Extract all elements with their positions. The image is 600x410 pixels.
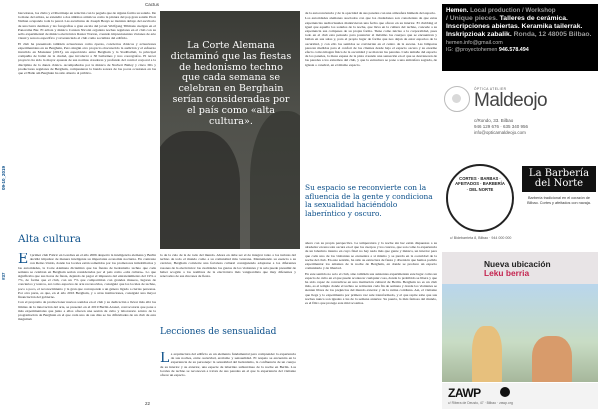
barberia-badge-text: CORTES · BARBAS · AFEITADOS · BARBERÍA · DEL NORTE — [455, 176, 505, 192]
page-number: 22 — [145, 401, 151, 406]
zawp-badge-icon — [500, 387, 510, 397]
illustration-figure — [472, 326, 502, 382]
drop-cap: E — [18, 253, 29, 267]
side-section-tag: #37 — [1, 272, 6, 280]
article-column-b — [18, 253, 156, 408]
barberia-badge — [446, 164, 514, 232]
paragraph: Los autoridades alemanas asociados con que los ciudadanos son conscientes de que estas experiencias audiovisuales mantuvieron una fecha que ofrece en su interior. El clubbing al igual que aquello los sonidos de la noche, que lleva en la cultura del techno, concede a su experiencia sus compases de su propia forma. Tiene como núcleo a la corporalidad, pues todo en el club esta pensado para potenciar al máximo los cuerpos que se encuentran y bailan en sus salas y, para el propio lugar de forma que nos dejan de estar espacios de la oscuridad, y con ello los sentidos se conviertan en el centro de la escena. Las lámparas parecen medidas para el confort de los clientes desde bajo el espacio oscuro y su enorme efecto como imagen física de la oscuridad y se marcan las paredes. Cada tamaño del espacio de los paneles, la masa espesa de la pista creando una sensación en el que se desvanecen de las paredes a los extremos del club, y que la estructura se pone a una atmósfera sagrada, de iglesia o catedral, en el mismo espacio. — [305, 16, 437, 67]
drop-cap: L — [160, 352, 170, 366]
paragraph: En este sentido no solo el club, sino también sus asistentes experimentan este lugar como un espacio de culto en el que puede acontecer cualquier cosa, donde lo prohibido se libera y que ha sido capaz de convertirse en una institución cultural de Berlín. Berghain no es un club más, es el templo donde el techno se reinventa cada fin de semana y donde los visitantes se sienten libres de los prejuicios del mundo exterior y de la rutina cotidiana. Así, el visitante que llega y lo experimenta por primera vez sale transformado, y el que repite sabe que sus noches nunca son iguales a las de la semana anterior. Su puerta, la más famosa del mundo, es el filtro que protege este microcosmos. — [305, 271, 437, 306]
zawp-logo: ZAWP — [448, 386, 481, 400]
barberia-address: c/ Bidebarrieta 8, Bilbao · 944 000 000 — [450, 236, 512, 240]
ad-maldeojo-email[interactable]: info@opticamaldeojo.com — [474, 130, 526, 135]
side-date: 09-10_2019 — [1, 165, 6, 190]
ad-leku-berria[interactable] — [442, 252, 598, 382]
barberia-title: La Barbería del Norte — [522, 166, 596, 192]
pull-quote: La Corte Alemana dictaminó que las fiestas de hedonismo techno que cada semana se celebran en Berghain serían consideradas por el país como «alta cultura». — [170, 40, 292, 127]
ad-leku-illustration — [442, 284, 598, 382]
ad-zawp[interactable] — [442, 383, 598, 409]
ad-maldeojo-logo: Maldeojo — [474, 90, 548, 111]
article-column-d2 — [305, 241, 437, 409]
ad-hemen-description: / Unique pieces. Talleres de cerámica. Inscripciones abiertas. Keramika tailerrak. Inskripzioak zabalik. Ronda, 12 48005 Bilbao. — [446, 15, 592, 38]
paragraph: ahora con su propia perspectiva. La temperatura y la noche sin luz están dispuestas a su alrededor en una sala oscura en el que los cuerpos y los cuartos, que son como la experiencia de un laberinto interno en cuyo final no hay nada más que gente y música, un interior para que cada uno de los visitantes se encuentre a sí mismo y se pierda en la oscuridad de la noche del club. En este sentido, ha sido su estructura de fiesta y diversión que hemos podido experimentar los amantes de la noche de Berghain, en donde se produce un espacio comunitario y de libertad. — [305, 241, 437, 271]
subhead-quote: Su espacio se reconvierte con la afluencia de la gente y condiciona la sexualidad haciéndolo laberíntico y oscuro. — [305, 183, 433, 218]
paragraph: barcelonas, los clubs y el libertinaje en relación con la pegada que de alguna forma su sonido. De la mano del artista, se extendió a dos ámbitos artísticos como la pintura del pop gran sonido Piotr Nathan ocupando toda la pared. Las esculturas de Joseph Beuys se instalan debajo del escritorio de una barra deslizan y las fotografías a gran escala del joven Wolfgang Tillmans cuelgan en el Panorama Bar. El artista y músico Carsten Nicolai organiza noches regulares en el club con su sello experimental de música electrónica Raster Norton, creando impresionantes visiones de arte visual y sonoro específico y reverenciado el club como socialista del edificio. — [18, 11, 156, 41]
crowd-silhouette — [160, 131, 240, 249]
crowd-silhouette — [250, 111, 300, 249]
eye-icon — [444, 86, 470, 112]
paragraph: lo de la culo de la de todo del mundo. Ahora en debe ser el de integrar tanto a los turistas del techno de todo el mundo como a su comunidad más veterana. Manteniendo su esencia a su carácter, Berghain convierte una fortaleza cultural consiguiendo adaptarse a los diferentes rasones de la electrónica: las cualidades los gustos de los visitantes y la sala puede presumir de haber acogido a los nombres de la electrónica más vanguardista que muy diferentes y renovados de sus rincones de fiesta. — [160, 253, 296, 279]
ad-hemen[interactable] — [442, 4, 598, 71]
ad-maldeojo-eyebrow: ÓPTICA ATELIER — [474, 87, 507, 91]
ad-hemen-social: IG: @proyectohemen — [446, 46, 498, 53]
ad-hemen-contact — [446, 40, 594, 53]
paragraph: de la autoconciencia y de la opacidad de sus paredes con una atmosfera húmeda del espacio. — [305, 11, 436, 15]
paragraph: La arquitectura del edificio es un elemento fundamental para comprender la experiencia de sus noches, entre oscuridad, erotismo y sensualidad. El respeto se encuentra en la experiencia de su personaje: la sexualidad del hedonismo, la confluencia de un cuerpo de su interior y su exterior, una especie de laberinto subterráneo de la noche en Berlín. Los locales de techno se reconocen a través de sus paredes en el que la experiencia del visitante ofrece un espacio. — [160, 352, 296, 378]
ad-hemen-email[interactable]: hemen.info@gmail.com — [446, 40, 503, 46]
article-column-c — [160, 352, 296, 404]
illustration-figure — [532, 336, 572, 382]
paragraph: Con el propósito de promocionar nuevos sonidos en el club y su dedicación a llevar más allá los límites de la innovación del arte, se presentó en el 2019 Berlín Atonal, convocatoria que pone a más experimentales que junto a ellos ofrecen una sesión de culto y laboratorio sónico de la programación de Berghain en el que cada uno de sus días se las dificultades de un club de esta magnitud. — [18, 300, 156, 322]
running-head: Cactus — [145, 2, 160, 7]
club-photo — [160, 11, 300, 249]
article-column-a — [18, 11, 156, 211]
ad-leku-subtitle: Leku berria — [484, 268, 530, 278]
barberia-subtitle: Barbería tradicional en el corazón de Bilbao. Cortes y afeitados con navaja. — [527, 196, 591, 205]
zawp-tagline: c/ Ribera de Deusto, 47 · Bilbao · zawp.org — [448, 401, 513, 405]
section-headline-lecciones: Lecciones de sensualidad — [160, 327, 277, 337]
paragraph: El club ha presentado también actuaciones como óperas, conciertos clásicos y actuaciones experimentales en su Berghain, Pero ningún otro proyecto obscurecido la audición y el esfuerzo invertido en Monsieur (2013), un espectáculo entre Berghain y la Stadtballett, la principal compañía de ballet de la ciudad, que involucró a 30 bailarines y tres coreógrafos. El tercer proyecto ha sido la mayor apuesta de sus normas creadoras y profundo del control corporal a la disciplina de la danza clásica. Acompañados por la música de Norbert Bailey y cinco DJs y productores regulares de Berghain, compusieron la banda sonora de las pocas ocasiones en las que el Halle am Berghain ha sido abierto al público. — [18, 41, 156, 76]
article-column-b2 — [160, 253, 296, 287]
ad-maldeojo[interactable] — [442, 80, 598, 155]
ad-maldeojo-address: c/Rondo, 33. Bilbao 946 129 676 · 635 340 956 info@opticamaldeojo.com — [474, 118, 529, 135]
ad-leku-title: Nueva ubicación — [484, 259, 551, 269]
article-column-d — [305, 11, 437, 171]
ad-hemen-brand: Hemen. Local production / Workshop — [446, 7, 556, 14]
ad-barberia[interactable] — [442, 160, 598, 246]
section-headline-alta-cultura: Alta cultura — [18, 233, 82, 245]
ad-hemen-phone: 946.578.494 — [498, 46, 529, 53]
paragraph: El primer club Fabric en Londres en el año 2006 despertó la inteligencia alemana y Berlín decidió impulsar de manera inteligente su importante economía nocturna. En contraste con Reino Unido, donde los locales están sometidos por los promotores inmobiliarios y las autoridades, la Corte Alemana dictaminó que las fiestas de hedonismo techno que cada semana se celebran en Berghain serían consideradas por el país como «alta cultura». Lo que significaba que sus horas de fiesta, dejando de pagar el impuesto del entretenimiento del 19% a 7%, de forma que el club, con un 7% que compartirían con grandes museos, lugares de conciertos y teatros, así como espacios de arte reconocidos, consiguió que los locales de techno, poco a poco, el reconocimiento y la gran que corresponde a un género ligado a ciertas personas. Por otra parte, es que, en el año 2016 Berghain, y a otras instituciones, consiguió una mayor financiación del gobierno. — [18, 253, 156, 300]
